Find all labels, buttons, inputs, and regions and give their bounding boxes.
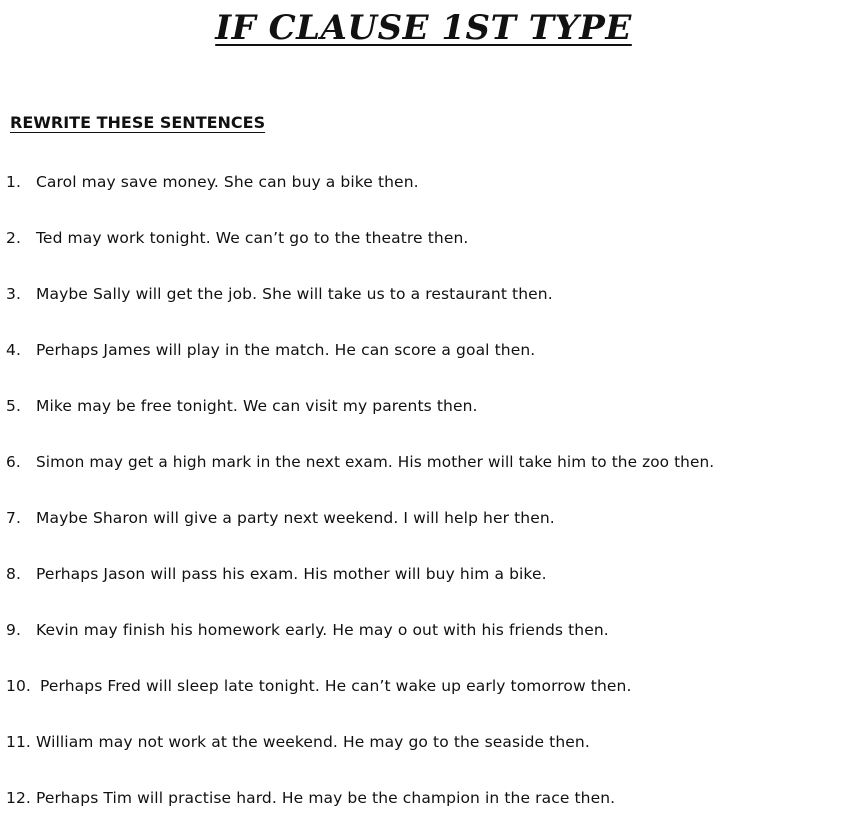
item-number: 8. <box>6 565 21 583</box>
item-number: 7. <box>6 509 21 527</box>
item-text: Maybe Sharon will give a party next weekend. I will help her then. <box>36 509 555 527</box>
item-number: 2. <box>6 229 21 247</box>
item-text: Maybe Sally will get the job. She will take us to a restaurant then. <box>36 285 553 303</box>
list-item <box>6 229 846 247</box>
list-item <box>6 789 846 807</box>
item-text: Ted may work tonight. We can’t go to the theatre then. <box>36 229 469 247</box>
item-number: 3. <box>6 285 21 303</box>
list-item <box>6 565 846 583</box>
item-text: Perhaps Fred will sleep late tonight. He can’t wake up early tomorrow then. <box>40 677 632 695</box>
item-number: 9. <box>6 621 21 639</box>
list-item <box>6 173 846 191</box>
item-text: Simon may get a high mark in the next exam. His mother will take him to the zoo then. <box>36 453 715 471</box>
list-item <box>6 341 846 359</box>
page-title: IF CLAUSE 1ST TYPE <box>215 8 632 48</box>
list-item <box>6 677 846 695</box>
list-item <box>6 397 846 415</box>
list-item <box>6 285 846 303</box>
item-text: Perhaps James will play in the match. He can score a goal then. <box>36 341 536 359</box>
item-number: 11. <box>6 733 31 751</box>
list-item <box>6 621 846 639</box>
item-text: Mike may be free tonight. We can visit my parents then. <box>36 397 478 415</box>
item-text: Perhaps Jason will pass his exam. His mother will buy him a bike. <box>36 565 547 583</box>
item-number: 12. <box>6 789 31 807</box>
item-text: Carol may save money. She can buy a bike then. <box>36 173 419 191</box>
item-number: 5. <box>6 397 21 415</box>
item-text: Kevin may finish his homework early. He may o out with his friends then. <box>36 621 609 639</box>
item-number: 4. <box>6 341 21 359</box>
item-number: 6. <box>6 453 21 471</box>
item-number: 10. <box>6 677 31 695</box>
item-text: William may not work at the weekend. He may go to the seaside then. <box>36 733 590 751</box>
item-text: Perhaps Tim will practise hard. He may be the champion in the race then. <box>36 789 616 807</box>
list-item <box>6 509 846 527</box>
list-item <box>6 733 846 751</box>
item-number: 1. <box>6 173 21 191</box>
list-item <box>6 453 846 471</box>
section-heading: REWRITE THESE SENTENCES <box>10 113 266 132</box>
